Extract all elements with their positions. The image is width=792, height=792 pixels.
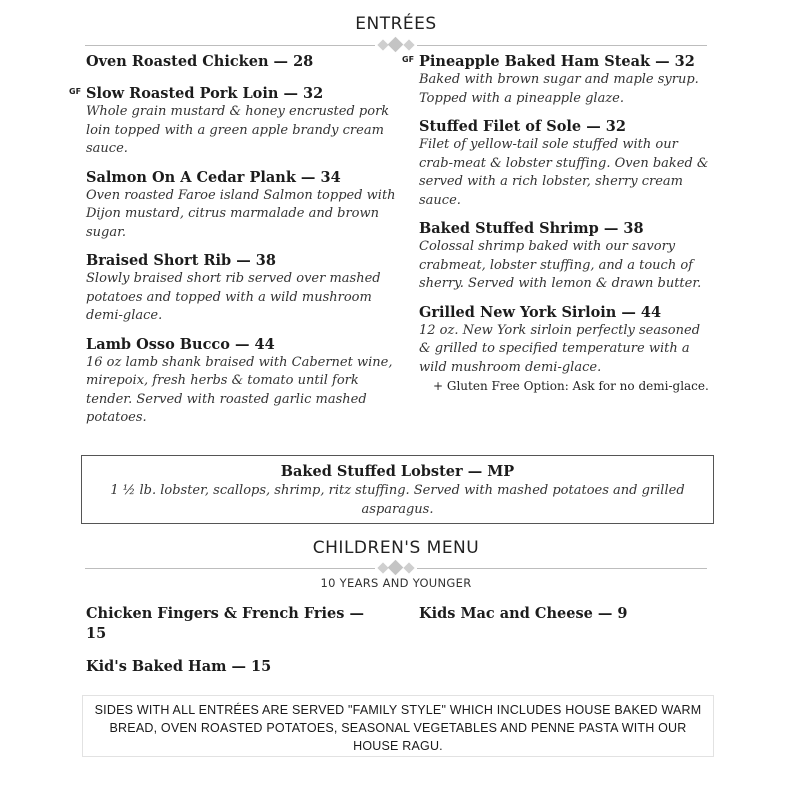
kids-item-mac-and-cheese: Kids Mac and Cheese — 9 [419, 605, 628, 622]
menu-item-slow-roasted-pork-loin [69, 84, 396, 159]
item-title: Lamb Osso Bucco — 44 [86, 335, 275, 353]
item-title: Salmon On A Cedar Plank — 34 [86, 168, 341, 186]
item-description: Whole grain mustard & honey encrusted pork loin topped with a green apple brandy cream sauce. [86, 104, 390, 156]
featured-item-description: 1 ½ lb. lobster, scallops, shrimp, ritz stuffing. Served with mashed potatoes and grilled asparagus. [110, 483, 685, 517]
menu-item-baked-stuffed-shrimp [419, 219, 709, 294]
menu-item-grilled-ny-sirloin [419, 303, 709, 396]
entrees-divider [85, 38, 707, 52]
menu-item-stuffed-filet-of-sole [419, 117, 709, 210]
entrees-heading: ENTRÉES [355, 14, 437, 34]
gluten-free-badge: GF [69, 87, 82, 96]
item-title: Braised Short Rib — 38 [86, 252, 276, 269]
entrees-right-column [402, 52, 709, 404]
item-description: Filet of yellow-tail sole stuffed with our crab-meat & lobster stuffing. Oven baked & served with a rich lobster, sherry cream sauce. [419, 137, 709, 208]
menu-item-braised-short-rib [86, 251, 396, 326]
item-description: Baked with brown sugar and maple syrup. Topped with a pineapple glaze. [419, 72, 699, 106]
item-title: Stuffed Filet of Sole — 32 [419, 118, 626, 135]
item-description: Slowly braised short rib served over mashed potatoes and topped with a wild mushroom demi-glace. [86, 271, 381, 323]
menu-item-salmon-cedar-plank [86, 168, 396, 243]
kids-item-baked-ham: Kid's Baked Ham — 15 [86, 658, 272, 675]
menu-item-lamb-osso-bucco [86, 335, 396, 428]
entrees-left-column [69, 52, 396, 437]
item-description: 16 oz lamb shank braised with Cabernet wine, mirepoix, fresh herbs & tomato until fork tender. Served with roasted garlic mashed potatoes. [86, 354, 393, 425]
item-description: Oven roasted Faroe island Salmon topped with Dijon mustard, citrus marmalade and brown sugar. [86, 187, 396, 240]
children-age-subtitle: 10 YEARS AND YOUNGER [320, 576, 472, 590]
gluten-free-option-note: + Gluten Free Option: Ask for no demi-glace. [433, 379, 709, 393]
featured-item-title: Baked Stuffed Lobster — MP [280, 463, 515, 480]
menu-item-pineapple-ham-steak [402, 52, 709, 108]
item-title: Pineapple Baked Ham Steak — 32 [419, 53, 695, 70]
item-description: 12 oz. New York sirloin perfectly seasoned & grilled to specified temperature with a wild mushroom demi-glace. [419, 322, 701, 375]
kids-item-chicken-fingers: Chicken Fingers & French Fries — 15 [86, 605, 364, 642]
item-title: Slow Roasted Pork Loin — 32 [86, 85, 324, 102]
children-menu-heading: CHILDREN'S MENU [312, 538, 480, 558]
gluten-free-badge: GF [402, 55, 415, 64]
menu-item-oven-roasted-chicken [86, 52, 396, 71]
item-title: Baked Stuffed Shrimp — 38 [419, 220, 644, 237]
item-title: Grilled New York Sirloin — 44 [419, 303, 662, 321]
item-description: Colossal shrimp baked with our savory crabmeat, lobster stuffing, and a touch of sherry. Served with lemon & drawn butter. [419, 239, 702, 291]
sides-footer-note: SIDES WITH ALL ENTRÉES ARE SERVED "FAMILY STYLE" WHICH INCLUDES HOUSE BAKED WARM BREAD, OVEN ROASTED POTATOES, SEASONAL VEGETABLES AND PENNE PASTA WITH OUR HOUSE RAGU. [82, 695, 714, 757]
item-title: Oven Roasted Chicken — 28 [86, 53, 314, 70]
featured-lobster-box [81, 455, 714, 524]
children-divider [85, 561, 707, 575]
